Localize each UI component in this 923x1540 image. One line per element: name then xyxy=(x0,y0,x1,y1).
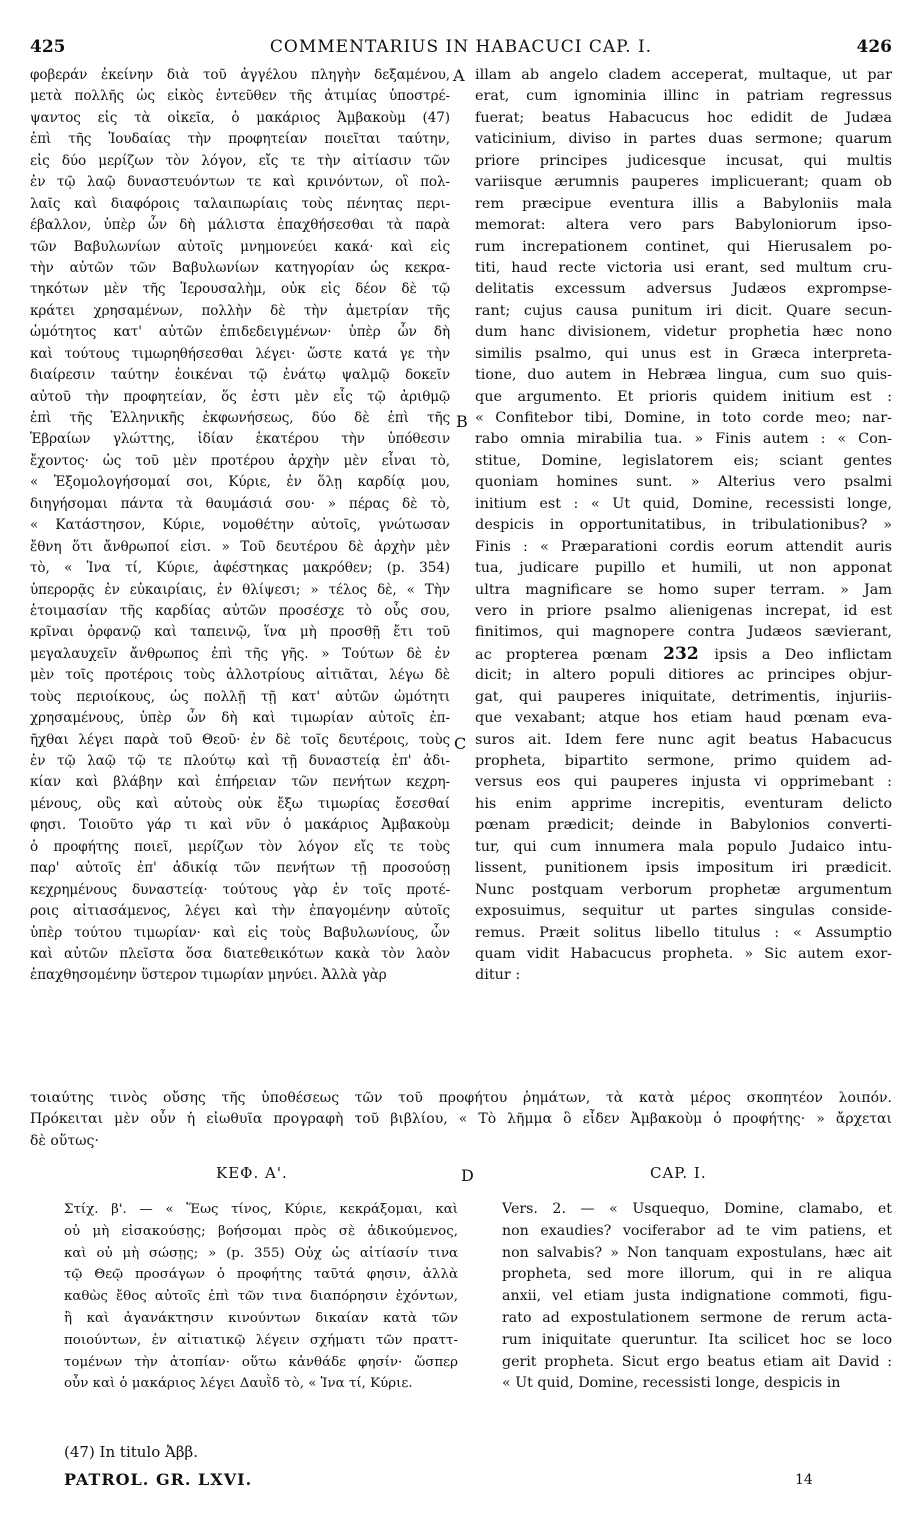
footnote: (47) In titulo Ἀββ. xyxy=(64,1443,198,1461)
greek-text-line: Ἑβραίων γλώττης, ἰδίαν ἑκατέρου τὴν ὑπόθεσιν xyxy=(30,431,450,448)
signature-mark: PATROL. GR. LXVI. xyxy=(64,1470,253,1489)
latin-text-line: rant; cujus causa punitum iri dicit. Quare secun- xyxy=(475,302,892,319)
greek-text-line: καὶ αὐτῶν πλεῖστα ὅσα διατεθεικότων κακὰ τὸν λαὸν xyxy=(30,945,450,962)
latin-chapter-line: gerit propheta. Sicut ergo beatus etiam ait David : xyxy=(502,1353,892,1370)
latin-text-line: initium est : « Ut quid, Domine, recessisti longe, xyxy=(475,495,892,512)
latin-text-line: lissent, punitionem ipsis impositum iri prædicit. xyxy=(475,860,892,877)
greek-text-line: παρ' αὐτοῖς ἐπ' ἀδικίᾳ τῶν πενήτων τῇ προσούσῃ xyxy=(30,860,450,877)
greek-text-line: ὑπὲρ τούτου τιμωρίαν· καὶ εἰς τοὺς Βαβυλωνίους, ὧν xyxy=(30,924,450,941)
greek-text-line: ὠμότητος κατ' αὐτῶν ἐπιδεδειγμένων· ὑπὲρ ὧν δὴ xyxy=(30,324,450,341)
full-width-line: δὲ οὕτως· xyxy=(30,1132,99,1149)
latin-text-line: Nunc postquam verborum prophetæ argumentum xyxy=(475,881,892,898)
greek-text-line: ἐπὶ τῆς Ἰουδαίας τὴν προφητείαν ποιεῖται ταύτην, xyxy=(30,131,450,148)
latin-text-line: pœnam prædicit; deinde in Babylonios converti- xyxy=(475,817,892,834)
latin-text-line: tur, qui cum innumera mala populo Judaico intu- xyxy=(475,838,892,855)
latin-chapter-line: Vers. 2. — « Usquequo, Domine, clamabo, et xyxy=(502,1201,892,1217)
greek-text-line: εἰς δύο μερίζων τὸν λόγον, εἴς τε τὴν αἰτίασιν τῶν xyxy=(30,152,450,169)
greek-column xyxy=(30,65,450,1090)
greek-text-line: ἔχοντος· ὡς τοῦ μὲν προτέρου ἀρχὴν μὲν εἶναι τὸ, xyxy=(30,452,450,469)
latin-text-line: despicis in opportunitatibus, in tribulationibus? » xyxy=(475,517,892,534)
latin-text-line: ditur : xyxy=(475,967,521,984)
latin-text-line: dicit; in altero populi ditiores ac principes objur- xyxy=(475,667,892,684)
latin-text-line: tione, duo autem in Hebræa lingua, cum suo quis- xyxy=(475,367,892,384)
latin-chapter-line: non exaudies? vociferabor ad te vim patiens, et xyxy=(502,1222,892,1239)
latin-text-line: gat, qui pauperes iniquitate, detrimentis, injuriis- xyxy=(475,688,892,705)
greek-text-line: φησι. Τοιοῦτο γάρ τι καὶ νῦν ὁ μακάριος Ἀμβακοὺμ xyxy=(30,817,450,834)
latin-column xyxy=(475,65,892,1090)
latin-text-line: vaticinium, diviso in partes duas sermone; quarum xyxy=(475,131,892,148)
greek-text-line: μετὰ πολλῆς ὡς εἰκὸς ἐντεῦθεν τῆς ἀτιμίας ὑποστρέ- xyxy=(30,88,450,105)
greek-text-line: κρῖναι ὀρφανῷ καὶ ταπεινῷ, ἵνα μὴ προσθῇ ἔτι τοῦ xyxy=(30,624,450,641)
greek-chapter-line: ποιούντων, ἐν αἰτιατικῷ λέγειν σχήματι τῶν πραττ- xyxy=(64,1332,458,1348)
latin-text-line: stitue, Domine, legislatorem eis; sciant gentes xyxy=(475,452,892,469)
greek-text-line: ἐπαχθησομένην ὕστερον τιμωρίαν μηνύει. Ἀλλὰ γὰρ xyxy=(30,967,387,984)
greek-text-line: ροις αἰτιασάμενος, λέγει καὶ τὴν ἐπαγομένην αὐτοῖς xyxy=(30,903,450,920)
greek-text-line: φοβεράν ἐκείνην διὰ τοῦ ἀγγέλου πληγὴν δεξαμένου, xyxy=(30,67,450,83)
latin-text-line: exposuimus, sequitur ut partes singulas conside- xyxy=(475,903,892,920)
greek-text-line: « Κατάστησον, Κύριε, νομοθέτην αὐτοῖς, γνώτωσαν xyxy=(30,517,450,534)
latin-text-line: Finis : « Præparationi cordis eorum attendit auris xyxy=(475,538,892,555)
latin-text-line: titi, haud recte victoria usi erant, sed multum cru- xyxy=(475,259,892,276)
greek-text-line: διαίρεσιν ταύτην ἐοικέναι τῷ ἐνάτῳ ψαλμῷ δοκεῖν xyxy=(30,367,450,384)
latin-text-line: variisque ærumnis pauperes implicuerant; quam ob xyxy=(475,174,892,191)
latin-text-line-part: ac propterea pœnam xyxy=(475,646,648,663)
greek-text-line: μένους, οὓς καὶ αὐτοὺς οὐκ ἔξω τιμωρίας ἔσεσθαί xyxy=(30,795,450,812)
greek-chapter-line: οὖν καὶ ὁ μακάριος λέγει Δαυῒδ τὸ, « Ἱνα τί, Κύριε. xyxy=(64,1376,413,1392)
greek-chapter-line: καθὼς ἔθος αὐτοῖς ἐπὶ τῶν τινα διαπόρησιν ἐχόντων, xyxy=(64,1289,458,1305)
page-number-right: 426 xyxy=(856,37,892,57)
latin-chapter-line: anxii, vel etiam justa indignatione commoti, figu- xyxy=(502,1288,892,1305)
greek-text-line: ἐν τῷ λαῷ δυναστευόντων τε καὶ κρινόντων, οἳ πολ- xyxy=(30,174,450,191)
greek-text-line: κίαν καὶ βλάβην καὶ ἐπήρειαν τῶν πενήτων κεχρη- xyxy=(30,774,450,791)
margin-mark-c: C xyxy=(454,734,467,753)
greek-text-line: τοὺς περιοίκους, ὡς πολλῇ τῇ κατ' αὐτῶν ὠμότητι xyxy=(30,688,450,705)
latin-chapter-line: rum iniquitate queruntur. Ita scilicet hoc se loco xyxy=(502,1331,892,1348)
greek-text-line: τηκότων μὲν τῆς Ἱερουσαλὴμ, οὐκ εἰς δέον δὲ τῷ xyxy=(30,281,450,298)
greek-text-line: τῶν Βαβυλωνίων αὐτοῖς μνημονεύει κακά· καὶ εἰς xyxy=(30,238,450,255)
full-width-paragraph xyxy=(30,1088,892,1152)
greek-text-line: έβαλλον, ὑπὲρ ὧν δὴ μάλιστα ἐπαχθήσεσθαι τὰ παρὰ xyxy=(30,217,450,234)
greek-text-line: διηγήσομαι πάντα τὰ θαυμάσιά σου· » πέρας δὲ τὸ, xyxy=(30,495,450,512)
signature-number: 14 xyxy=(795,1472,813,1488)
latin-text-line: quam vidit Habacucus propheta. » Sic autem exor- xyxy=(475,945,892,962)
latin-chapter-line: rato ad expostulationem sermone de rerum acta- xyxy=(502,1309,892,1326)
latin-text-line: suros ait. Idem fere nunc agit beatus Habacucus xyxy=(475,731,892,748)
greek-text-line: ὁ προφήτης ποιεῖ, μερίζων τὸν λόγον εἴς τε τοὺς xyxy=(30,838,450,855)
latin-text-line xyxy=(475,644,892,665)
latin-text-line: rem præcipue eventura illis a Babyloniis mala xyxy=(475,195,892,212)
latin-column-chapter xyxy=(502,1199,892,1399)
latin-text-line: erat, cum ignominia illinc in patriam regressus xyxy=(475,88,892,105)
greek-text-line: χρησαμένους, ὑπὲρ ὧν δὴ καὶ τιμωρίαν αὐτοῖς ἐπ- xyxy=(30,710,450,727)
latin-chapter-line: « Ut quid, Domine, recessisti longe, despicis in xyxy=(502,1375,841,1392)
greek-chapter-line: ἢ καὶ ἀγανάκτησιν κινούντων δικαίαν κατὰ τῶν xyxy=(64,1310,458,1326)
latin-text-line: quoniam homines sunt. » Alterius vero psalmi xyxy=(475,474,892,491)
margin-mark-d: D xyxy=(461,1166,474,1185)
latin-text-line-part: ipsis a Deo inflictam xyxy=(714,646,892,663)
latin-text-line: que argumento. Et prioris quidem initium est : xyxy=(475,388,892,405)
greek-text-line: μὲν τοῖς προτέροις τοὺς ἀλλοτρίους αἰτιᾶται, λέγω δὲ xyxy=(30,667,450,684)
latin-text-line: que vexabant; atque hos etiam haud pœnam eva- xyxy=(475,710,892,727)
greek-text-line: ἑτοιμασίαν τῆς καρδίας αὐτῶν προσέσχε τὸ οὖς σου, xyxy=(30,602,450,619)
margin-mark-b: B xyxy=(456,412,468,431)
latin-text-line: rabo omnia mirabilia tua. » Finis autem : « Con- xyxy=(475,431,892,448)
greek-text-line: ἐν τῷ λαῷ τῷ τε πλούτῳ καὶ τῇ δυναστείᾳ ἐπ' ἀδι- xyxy=(30,753,450,769)
latin-text-line: rum increpationem continet, qui Hierusalem po- xyxy=(475,238,892,255)
latin-text-line: ultra magnificare se homo super terram. » Jam xyxy=(475,581,892,598)
greek-text-line: « Ἐξομολογήσομαί σοι, Κύριε, ἐν ὅλῃ καρδίᾳ μου, xyxy=(30,474,450,491)
greek-text-line: τὸ, « Ἱνα τί, Κύριε, ἀφέστηκας μακρόθεν; (p. 354) xyxy=(30,560,450,577)
latin-text-line: propheta, bipartito sermone, primo quidem ad- xyxy=(475,753,892,769)
latin-text-line: tua, judicare pupillo et humili, ut non apponat xyxy=(475,560,892,577)
margin-mark-a: A xyxy=(453,66,465,85)
full-width-line: τοιαύτης τινὸς οὔσης τῆς ὑποθέσεως τῶν τοῦ προφήτου ῥημάτων, τὰ κατὰ μέρος σκοπητέον λοιπόν. xyxy=(30,1090,892,1106)
greek-chapter-line: καὶ οὐ μὴ σώσῃς; » (p. 355) Οὐχ ὡς αἰτίασίν τινα xyxy=(64,1245,458,1261)
column-number: 232 xyxy=(647,643,715,664)
latin-text-line: delitatis excessum adversus Judæos exprompse- xyxy=(475,281,892,298)
section-heading-greek: ΚΕΦ. Α'. xyxy=(216,1164,288,1182)
latin-text-line: his enim apprime increpitis, eventuram delicto xyxy=(475,795,892,812)
latin-text-line: illam ab angelo cladem acceperat, multaque, ut par xyxy=(475,67,892,83)
latin-chapter-line: propheta, sed more illorum, qui in re aliqua xyxy=(502,1266,892,1283)
greek-chapter-line: τῷ Θεῷ προσάγων ὁ προφήτης ταῦτά φησιν, ἀλλὰ xyxy=(64,1267,458,1283)
greek-text-line: κράτει χρησαμένων, πολλὴν δὲ τὴν ἀμετρίαν τῆς xyxy=(30,302,450,319)
page-number-left: 425 xyxy=(30,37,66,57)
greek-text-line: ῆχθαι λέγει παρὰ τοῦ Θεοῦ· ἐν δὲ τοῖς δευτέροις, τοὺς xyxy=(30,731,450,748)
latin-text-line: versus eos qui pauperes injusta vi opprimebant : xyxy=(475,774,892,791)
latin-text-line: priore principes judicesque incusat, qui multis xyxy=(475,152,892,169)
greek-column-chapter xyxy=(64,1199,458,1399)
greek-text-line: μεγαλαυχεῖν ἄνθρωπος ἐπὶ τῆς γῆς. » Τούτων δὲ ἐν xyxy=(30,645,450,662)
latin-text-line: dum hanc divisionem, videtur prophetia hæc nono xyxy=(475,324,892,341)
greek-chapter-line: Στίχ. β'. — « Ἕως τίνος, Κύριε, κεκράξομαι, καὶ xyxy=(64,1202,458,1217)
latin-text-line: vero in priore psalmo alienigenas increpat, id est xyxy=(475,602,892,619)
full-width-line: Πρόκειται μὲν οὖν ἡ εἰωθυῖα προγραφὴ τοῦ βιβλίου, « Τὸ λῆμμα ὃ εἶδεν Ἀμβακοὺμ ὁ προφήτης· » ἄρχεται xyxy=(30,1111,892,1128)
greek-text-line: ψαντος εἰς τὰ οἰκεῖα, ὁ μακάριος Ἀμβακοὺμ (47) xyxy=(30,109,450,126)
greek-text-line: τὴν αὐτῶν τῶν Βαβυλωνίων κατηγορίαν ὡς κεκρα- xyxy=(30,259,450,276)
greek-text-line: ὑπερορᾷς ἐν εὐκαιρίαις, ἐν θλίψεσι; » τέλος δὲ, « Τὴν xyxy=(30,581,450,598)
latin-text-line: « Confitebor tibi, Domine, in toto corde meo; nar- xyxy=(475,410,892,426)
running-title: COMMENTARIUS IN HABACUCI CAP. I. xyxy=(269,37,653,57)
page-header xyxy=(30,37,892,59)
greek-text-line: ἐπὶ τῆς Ἑλληνικῆς ἐκφωνήσεως, δύο δὲ ἐπὶ τῆς xyxy=(30,410,450,426)
latin-text-line: remus. Præit solitus libello titulus : « Assumptio xyxy=(475,924,892,941)
greek-text-line: αὐτοῦ τὴν προφητείαν, ὅς ἐστι μὲν εἷς τῷ ἀριθμῷ xyxy=(30,388,450,405)
latin-text-line: memorat: altera vero pars Babyloniorum ipso- xyxy=(475,217,892,234)
section-heading-latin: CAP. I. xyxy=(650,1164,707,1182)
latin-text-line: finitimos, qui magnopere contra Judæos sævierant, xyxy=(475,624,892,641)
greek-text-line: κεχρημένους δυναστείᾳ· τούτους γὰρ ἐν τοῖς προτέ- xyxy=(30,881,450,898)
latin-text-line: similis psalmo, qui unus est in Græca interpreta- xyxy=(475,345,892,362)
greek-text-line: καὶ τούτους τιμωρηθήσεσθαι λέγει· ὥστε κατά γε τὴν xyxy=(30,345,450,362)
latin-text-line: fuerat; beatus Habacucus hoc edidit de Judæa xyxy=(475,109,892,126)
greek-text-line: λαῖς καὶ διαφόροις ταλαιπωρίαις τοὺς πένητας περι- xyxy=(30,195,450,212)
greek-text-line: ἔθνη ὅτι ἄνθρωποί εἰσι. » Τοῦ δευτέρου δὲ ἀρχὴν μὲν xyxy=(30,538,450,555)
greek-chapter-line: οὐ μὴ εἰσακούσῃς; βοήσομαι πρὸς σὲ ἀδικούμενος, xyxy=(64,1223,458,1239)
greek-chapter-line: τομένων τὴν ἀτοπίαν· οὕτω κἀνθάδε φησίν· ὥσπερ xyxy=(64,1354,458,1370)
latin-chapter-line: non salvabis? » Non tanquam expostulans, hæc ait xyxy=(502,1244,892,1261)
